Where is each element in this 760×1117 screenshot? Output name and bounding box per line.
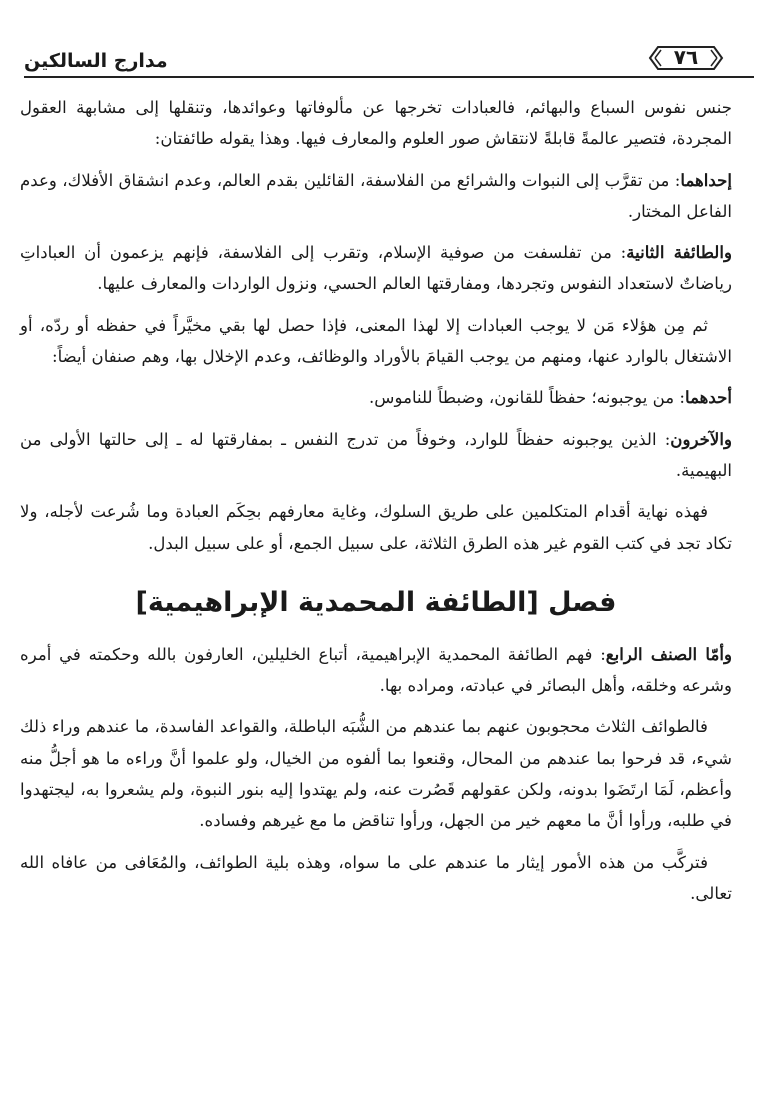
paragraph-text: جنس نفوس السباع والبهائم، فالعبادات تخرجها عن مألوفاتها وعوائدها، وتنقلها إلى مشابهة العقول المجردة، فتصير عالمةً قابلةً لانتقاش صور العلوم والمعارف فيها. وهذا يقوله طائفتان: bbox=[20, 98, 732, 149]
paragraph bbox=[20, 496, 732, 559]
running-title: مدارج السالكين bbox=[24, 50, 168, 72]
paragraph bbox=[20, 382, 732, 413]
page-body bbox=[20, 92, 732, 919]
paragraph-text: ثم مِن هؤلاء مَن لا يوجب العبادات إلا لهذا المعنى، فإذا حصل لها بقي مخيَّراً في حفظه أو ردّه، أو الاشتغال بالوارد عنها، ومنهم من يوجب القيامَ بالأوراد والوظائف، وعدم الإخلال بها، وهم صنفان أيضاً: bbox=[20, 315, 732, 367]
paragraph bbox=[20, 711, 732, 836]
paragraph-text: : الذين يوجبونه حفظاً للوارد، وخوفاً من تدرج النفس ـ بمفارقتها له ـ إلى حالتها الأولى من البهيمية. bbox=[20, 429, 732, 480]
paragraph-text: فهذه نهاية أقدام المتكلمين على طريق السلوك، وغاية معارفهم بحِكَم العبادة وما شُرعت لأجله، ولا تكاد تجد في كتب القوم غير هذه الطرق الثلاثة، على سبيل الجمع، أو على سبيل البدل. bbox=[20, 502, 732, 553]
lead-term: وأمّا الصنف الرابع bbox=[605, 643, 732, 664]
paragraph-text: : فهم الطائفة المحمدية الإبراهيمية، أتباع الخليلين، العارفون بالله وحكمته في أمره وشرعه وخلقه، وأهل البصائر في عبادته، ومراده بها. bbox=[20, 644, 732, 696]
paragraph-text: : من يوجبونه؛ حفظاً للقانون، وضبطاً للناموس. bbox=[369, 388, 686, 408]
lead-term: أحدهما bbox=[685, 387, 732, 408]
header-rule bbox=[24, 76, 754, 78]
paragraph bbox=[20, 237, 732, 300]
paragraph bbox=[20, 310, 732, 373]
page-number: ٧٦ bbox=[673, 45, 699, 69]
paragraph bbox=[20, 165, 732, 228]
section-heading: فصل [الطائفة المحمدية الإبراهيمية] bbox=[135, 586, 617, 618]
page-number-frame bbox=[646, 44, 726, 70]
paragraph-text: : من تفلسفت من صوفية الإسلام، وتقرب إلى الفلاسفة، فإنهم يزعمون أن العباداتِ رياضاتٌ لاستعداد النفوس وتجردها، ومفارقتها العالم الحسي، ونزول الواردات والمعارف عليها. bbox=[20, 243, 732, 294]
paragraph bbox=[20, 847, 732, 910]
paragraph-text: : من تقرَّب إلى النبوات والشرائع من الفلاسفة، القائلين بقدم العالم، وعدم انشقاق الأفلاك، وعدم الفاعل المختار. bbox=[20, 170, 732, 221]
paragraph bbox=[20, 424, 732, 487]
lead-term: إحداهما bbox=[680, 169, 732, 190]
paragraph-text: فتركَّب من هذه الأمور إيثار ما عندهم على ما سواه، وهذه بلية الطوائف، والمُعَافى من عافاه الله تعالى. bbox=[20, 852, 732, 903]
page-header bbox=[14, 40, 754, 80]
paragraph-text: فالطوائف الثلاث محجوبون عنهم بما عندهم من الشُّبَه الباطلة، والقواعد الفاسدة، ما عندهم وراء ذلك شيء، قد فرحوا بما عندهم من المحال، وقنعوا بما ألفوه من الخيال، ولو علموا أنَّ وراءه ما هو أجلُّ منه وأعظم، لَمَا ارتَضَوا بدونه، ولكن عقولهم قَصُرت عنه، ولم يهتدوا إليه بنور النبوة، ولم يشعروا به، ليجتهدوا في طلبه، ورأوا أنَّ ما معهم خير من الجهل، ورأوا تناقض ما مع غيرهم وفساده. bbox=[20, 717, 732, 831]
lead-term: والآخرون bbox=[670, 428, 732, 449]
paragraph bbox=[20, 639, 732, 702]
lead-term: والطائفة الثانية bbox=[626, 242, 732, 263]
paragraph bbox=[20, 92, 732, 155]
